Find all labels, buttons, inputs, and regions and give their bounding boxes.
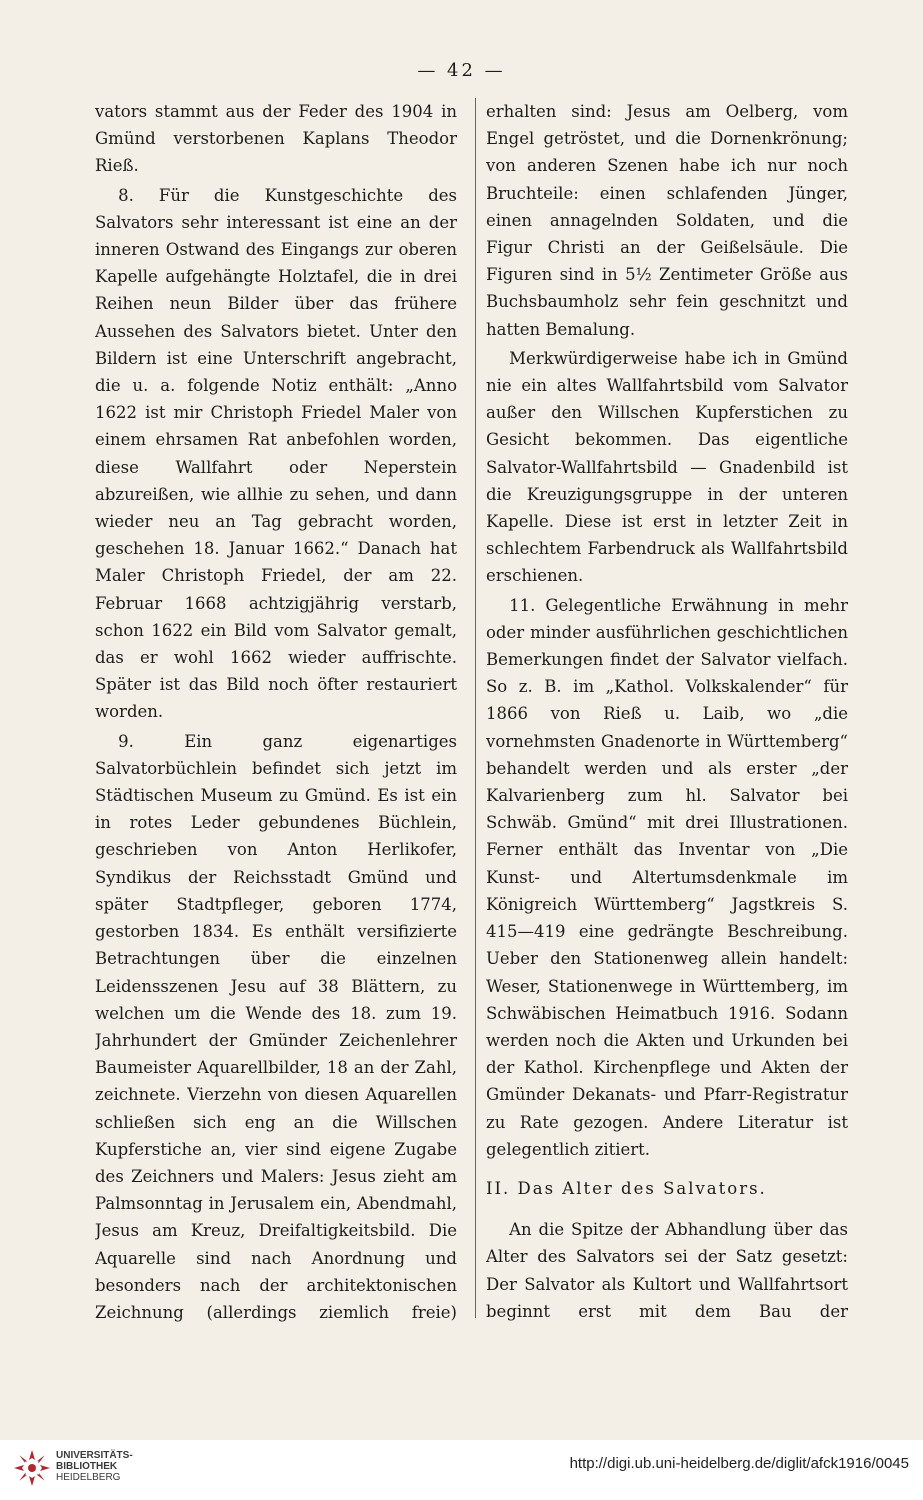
right-column [486,98,848,1323]
paragraph: Merkwürdigerweise habe ich in Gmünd nie ein altes Wallfahrtsbild vom Salvator außer den Willschen Kupferstichen zu Gesicht bekommen. Das eigentliche Salvator-Wallfahrtsbild — Gnadenbild ist die Kreuzigungsgruppe in der unteren Kapelle. Diese ist erst in letzter Zeit in schlechtem Farbendruck als Wallfahrtsbild erschienen. [486,348,848,586]
paragraph: vators stammt aus der Feder des 1904 in Gmünd verstorbenen Kaplans Theodor Rieß. [95,102,457,176]
logo-line-1: UNIVERSITÄTS- [56,1450,133,1461]
column-divider [475,98,476,1318]
left-column [95,98,457,1323]
paragraph: 11. Gelegentliche Erwähnung in mehr oder minder ausführlichen geschichtlichen Bemerkungen findet der Salvator vielfach. So z. B. im „Kathol. Volkskalender“ für 1866 von Rieß u. Laib, wo „die vornehmsten Gnadenorte in Württemberg“ behandelt werden und als erster „der Kalvarienberg zum hl. Salvator bei Schwäb. Gmünd“ mit drei Illustrationen. Ferner enthält das Inventar von „Die Kunst- und Altertumsdenkmale im Königreich Württemberg“ Jagstkreis S. 415—419 eine gedrängte Beschreibung. Ueber den Stationenweg allein handelt: Weser, Stationenwege in Württemberg, im Schwäbischen Heimatbuch 1916. Sodann werden noch die Akten und Urkunden bei der Kathol. Kirchenpflege und Akten der Gmünder Dekanats- und Pfarr-Registratur zu Rate gezogen. Andere Literatur ist gelegentlich zitiert. [486,595,848,1159]
library-seal-icon [12,1448,52,1488]
paragraph: 8. Für die Kunstgeschichte des Salvators sehr interessant ist eine an der inneren Ostwand des Eingangs zur oberen Kapelle aufgehängte Holztafel, die in drei Reihen neun Bilder über das frühere Aussehen des Salvators bietet. Unter den Bildern ist eine Unterschrift angebracht, die u. a. folgende Notiz enthält: „Anno 1622 ist mir Christoph Friedel Maler von einem ehrsamen Rat anbefohlen worden, diese Wallfahrt oder Neperstein abzureißen, wie allhie zu sehen, und dann wieder neu an Tag gebracht worden, geschehen 18. Januar 1662.“ Danach hat Maler Christoph Friedel, der am 22. Februar 1668 achtzigjährig verstarb, schon 1622 ein Bild vom Salvator gemalt, das er wohl 1662 wieder auffrischte. Später ist das Bild noch öfter restauriert worden. [95,185,457,722]
logo-line-3: HEIDELBERG [56,1472,121,1483]
page-number: — 42 — [417,60,506,81]
logo-line-2: BIBLIOTHEK [56,1461,118,1472]
paragraph: erhalten sind: Jesus am Oelberg, vom Engel getröstet, und die Dornenkrönung; von anderen Szenen habe ich nur noch Bruchteile: einen schlafenden Jünger, einen annagelnden Soldaten, und die Figur Christi an der Geißelsäule. Die Figuren sind in 5½ Zentimeter Größe aus Buchsbaumholz sehr fein geschnitzt und hatten Bemalung. [486,102,848,339]
library-logo-text [56,1450,133,1483]
paragraph: An die Spitze der Abhandlung über das Alter des Salvators sei der Satz gesetzt: Der Salvator als Kultort und Wallfahrtsort beginnt erst mit dem Bau der [486,1220,848,1321]
section-heading: II. Das Alter des Salvators. [486,1178,767,1198]
paragraph: 9. Ein ganz eigenartiges Salvatorbüchlein befindet sich jetzt im Städtischen Museum zu Gmünd. Es ist ein in rotes Leder gebundenes Büchlein, geschrieben von Anton Herlikofer, Syndikus der Reichsstadt Gmünd und später Stadtpfleger, geboren 1774, gestorben 1834. Es enthält versifizierte Betrachtungen über die einzelnen Leidensszenen Jesu auf 38 Blättern, zu welchen um die Wende des 18. zum 19. Jahrhundert der Gmünder Zeichenlehrer Baumeister Aquarellbilder, 18 an der Zahl, zeichnete. Vierzehn von diesen Aquarellen schließen sich eng an die Willschen Kupferstiche an, vier sind eigene Zugabe des Zeichners und Malers: Jesus zieht am Palmsonntag in Jerusalem ein, Abendmahl, Jesus am Kreuz, Dreifaltigkeitsbild. Die Aquarelle sind nach Anordnung und besonders nach der architektonischen Zeichnung (allerdings ziemlich freie) [95,731,457,1322]
source-url[interactable]: http://digi.ub.uni-heidelberg.de/diglit/afck1916/0045 [569,1455,909,1472]
